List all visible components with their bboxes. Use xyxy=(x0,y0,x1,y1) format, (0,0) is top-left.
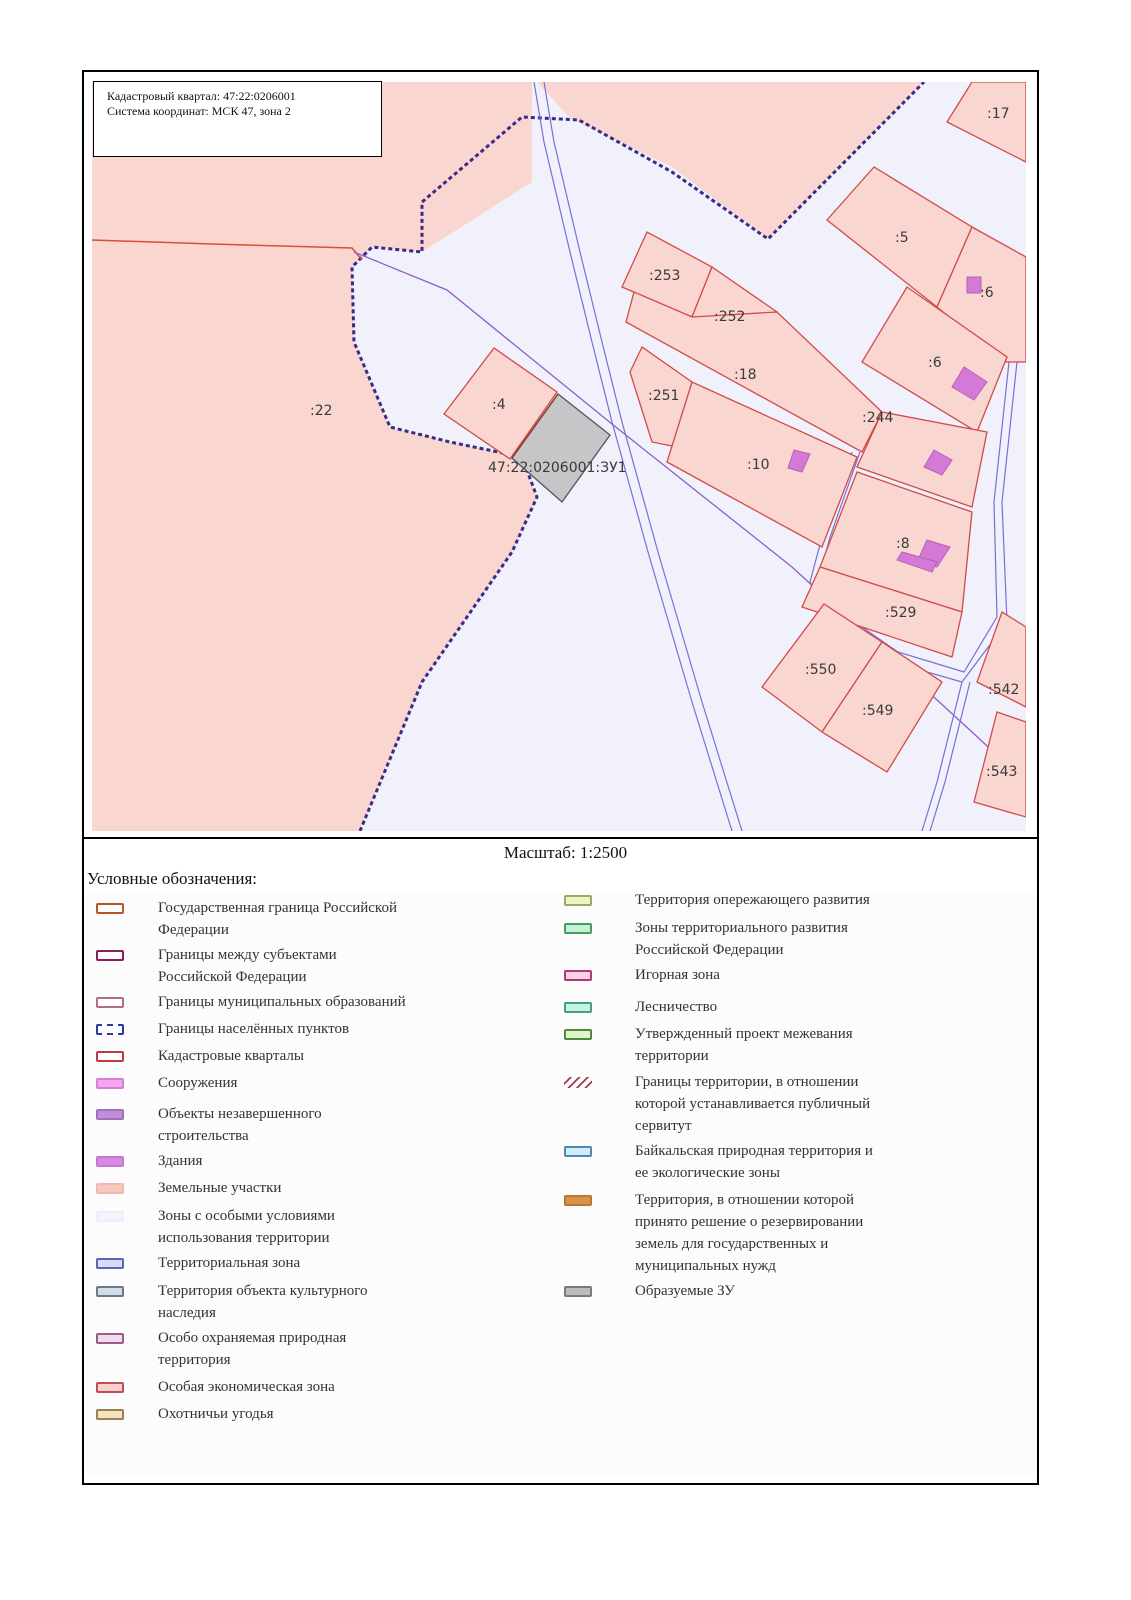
label-542: :542 xyxy=(988,682,1020,698)
legend-label xyxy=(158,1327,428,1371)
legend-label-line: Территория, в отношении которой xyxy=(635,1192,855,1208)
cadastral-map[interactable] xyxy=(92,82,1026,831)
legend-label xyxy=(635,1140,905,1184)
legend-label-line: Сооружения xyxy=(158,1075,238,1091)
legend-swatch xyxy=(96,1286,124,1297)
map-scale: Масштаб: 1:2500 xyxy=(503,843,628,862)
building-6a[interactable] xyxy=(967,277,981,293)
legend xyxy=(84,893,1037,1478)
label-10: :10 xyxy=(747,457,770,473)
legend-label-line: Территория опережающего развития xyxy=(635,892,870,908)
info-box xyxy=(93,81,382,157)
label-529: :529 xyxy=(885,605,917,621)
legend-swatch xyxy=(564,1286,592,1297)
legend-label-line: Лесничество xyxy=(635,999,718,1015)
legend-label xyxy=(635,917,905,961)
legend-label-line: Государственная граница Российской xyxy=(158,900,397,916)
legend-swatch xyxy=(96,1258,124,1269)
legend-title: Условные обозначения: xyxy=(87,869,258,888)
legend-label-line: Земельные участки xyxy=(158,1180,282,1196)
legend-label xyxy=(158,1376,428,1398)
label-253: :253 xyxy=(649,268,681,284)
legend-label-line: ее экологические зоны xyxy=(635,1165,780,1181)
legend-label xyxy=(158,1045,428,1067)
label-4: :4 xyxy=(492,397,506,413)
legend-swatch xyxy=(96,1024,124,1035)
legend-label-line: Здания xyxy=(158,1153,203,1169)
label-251: :251 xyxy=(648,388,680,404)
legend-label-line: Особо охраняемая природная xyxy=(158,1330,347,1346)
legend-label-line: сервитут xyxy=(635,1118,692,1134)
legend-label-line: Утвержденный проект межевания xyxy=(635,1026,853,1042)
legend-swatch xyxy=(564,1029,592,1040)
legend-label xyxy=(158,1252,428,1274)
legend-label xyxy=(158,1177,428,1199)
legend-label-line: Границы населённых пунктов xyxy=(158,1021,350,1037)
label-17: :17 xyxy=(987,106,1010,122)
legend-label-line: территория xyxy=(158,1352,231,1368)
legend-label xyxy=(635,964,905,986)
legend-label xyxy=(158,1018,428,1040)
legend-label-line: Границы территории, в отношении xyxy=(635,1074,859,1090)
legend-label xyxy=(635,889,905,911)
legend-label xyxy=(158,1403,428,1425)
legend-label-line: Границы между субъектами xyxy=(158,947,337,963)
legend-label-line: Российской Федерации xyxy=(635,942,784,958)
label-6b: :6 xyxy=(928,355,942,371)
legend-swatch xyxy=(96,1183,124,1194)
label-8: :8 xyxy=(896,536,910,552)
legend-label xyxy=(158,1205,428,1249)
legend-label xyxy=(635,1023,905,1067)
label-543: :543 xyxy=(986,764,1018,780)
legend-label-line: Образуемые ЗУ xyxy=(635,1283,735,1299)
legend-label xyxy=(635,996,905,1018)
legend-label xyxy=(158,1072,428,1094)
legend-swatch xyxy=(96,1078,124,1089)
legend-swatch xyxy=(564,1002,592,1013)
legend-label-line: Игорная зона xyxy=(635,967,720,983)
legend-swatch xyxy=(96,1211,124,1222)
legend-swatch xyxy=(96,1382,124,1393)
legend-label xyxy=(158,991,428,1013)
cadastral-quarter-text: Кадастровый квартал: 47:22:0206001 xyxy=(107,89,296,103)
label-18: :18 xyxy=(734,367,757,383)
legend-swatch xyxy=(564,1195,592,1206)
label-244: :244 xyxy=(862,410,894,426)
legend-swatch xyxy=(96,1051,124,1062)
legend-label-line: земель для государственных и xyxy=(635,1236,829,1252)
label-549: :549 xyxy=(862,703,894,719)
legend-label-line: Охотничьи угодья xyxy=(158,1406,274,1422)
legend-label-line: муниципальных нужд xyxy=(635,1258,776,1274)
legend-label-line: использования территории xyxy=(158,1230,330,1246)
legend-label xyxy=(635,1280,905,1302)
legend-label xyxy=(635,1189,905,1277)
legend-swatch xyxy=(564,970,592,981)
legend-label-line: Территория объекта культурного xyxy=(158,1283,368,1299)
legend-swatch xyxy=(564,1077,592,1088)
label-22: :22 xyxy=(310,403,333,419)
legend-label-line: территории xyxy=(635,1048,709,1064)
legend-label-line: Границы муниципальных образований xyxy=(158,994,406,1010)
legend-label-line: строительства xyxy=(158,1128,249,1144)
legend-swatch xyxy=(564,923,592,934)
label-550: :550 xyxy=(805,662,837,678)
label-252: :252 xyxy=(714,309,746,325)
legend-swatch xyxy=(96,903,124,914)
label-5: :5 xyxy=(895,230,909,246)
legend-label-line: Российской Федерации xyxy=(158,969,307,985)
legend-label xyxy=(158,1280,428,1324)
legend-swatch xyxy=(96,1333,124,1344)
legend-swatch xyxy=(564,895,592,906)
legend-label xyxy=(158,1150,428,1172)
legend-label-line: Территориальная зона xyxy=(158,1255,301,1271)
legend-label-line: Зоны территориального развития xyxy=(635,920,848,936)
legend-swatch xyxy=(96,1156,124,1167)
legend-label xyxy=(635,1071,905,1137)
legend-label-line: принято решение о резервировании xyxy=(635,1214,864,1230)
label-zu1: 47:22:0206001:ЗУ1 xyxy=(488,460,627,476)
legend-label-line: Федерации xyxy=(158,922,229,938)
legend-label xyxy=(158,944,428,988)
legend-swatch xyxy=(96,997,124,1008)
legend-label-line: Объекты незавершенного xyxy=(158,1106,322,1122)
label-6a: :6 xyxy=(980,285,994,301)
legend-label-line: которой устанавливается публичный xyxy=(635,1096,871,1112)
legend-label xyxy=(158,897,428,941)
legend-label-line: Байкальская природная территория и xyxy=(635,1143,873,1159)
legend-label-line: Зоны с особыми условиями xyxy=(158,1208,335,1224)
legend-swatch xyxy=(96,950,124,961)
legend-label-line: наследия xyxy=(158,1305,216,1321)
legend-swatch xyxy=(96,1409,124,1420)
legend-label xyxy=(158,1103,428,1147)
map-divider xyxy=(82,837,1039,839)
legend-swatch xyxy=(564,1146,592,1157)
coordinate-system-text: Система координат: МСК 47, зона 2 xyxy=(107,104,291,118)
legend-swatch xyxy=(96,1109,124,1120)
legend-label-line: Особая экономическая зона xyxy=(158,1379,335,1395)
legend-label-line: Кадастровые кварталы xyxy=(158,1048,304,1064)
